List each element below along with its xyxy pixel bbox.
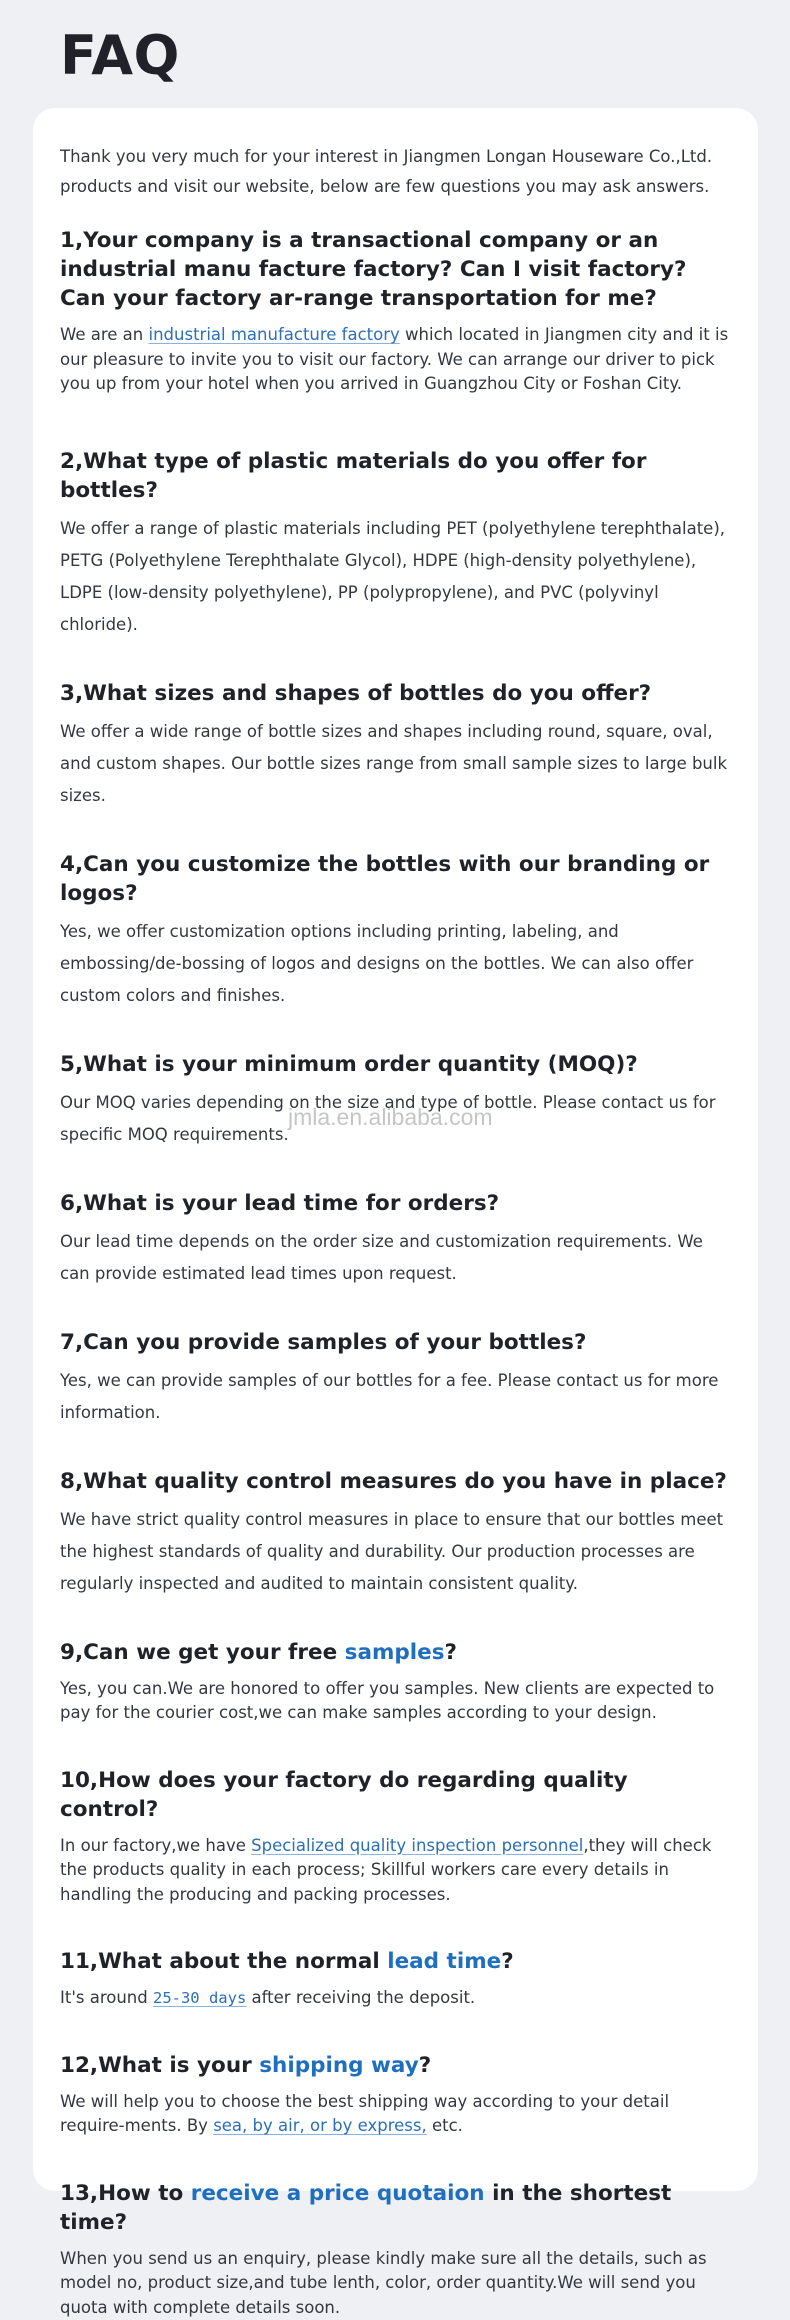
faq-question: 10,How does your factory do regarding quality control? <box>60 1766 731 1824</box>
faq-item-2 <box>60 447 731 641</box>
question-text: ? <box>501 1949 513 1974</box>
faq-question: 5,What is your minimum order quantity (MOQ)? <box>60 1050 731 1079</box>
question-text: 13,How to <box>60 2181 191 2206</box>
faq-card <box>33 108 758 2191</box>
faq-question <box>60 1638 731 1667</box>
answer-text: after receiving the deposit. <box>246 1988 475 2007</box>
answer-text: We will help you to choose the best shipping way according to your detail require-ments. By <box>60 2092 669 2136</box>
faq-question: 4,Can you customize the bottles with our branding or logos? <box>60 850 731 908</box>
faq-answer: We offer a range of plastic materials including PET (polyethylene terephthalate), PETG (Polyethylene Terephthalate Glycol), HDPE (high-density polyethylene), LDPE (low-density polyethylene), PP (polypropylene), and PVC (polyvinyl chloride). <box>60 513 731 641</box>
shipping-way-link[interactable]: shipping way <box>259 2053 419 2078</box>
faq-item-10 <box>60 1766 731 1908</box>
shipping-methods-link[interactable]: sea, by air, or by express, <box>213 2116 427 2135</box>
faq-item-5 <box>60 1050 731 1151</box>
faq-answer: Our lead time depends on the order size and customization requirements. We can provide estimated lead times upon request. <box>60 1226 731 1290</box>
faq-item-12 <box>60 2051 731 2139</box>
faq-item-1 <box>60 226 731 397</box>
faq-answer <box>60 1834 731 1908</box>
question-text: 12,What is your <box>60 2053 259 2078</box>
question-text: ? <box>419 2053 431 2078</box>
lead-time-link[interactable]: lead time <box>387 1949 501 1974</box>
faq-question <box>60 2051 731 2080</box>
faq-answer: We have strict quality control measures in place to ensure that our bottles meet the highest standards of quality and durability. Our production processes are regularly inspected and audited to maintain consistent quality. <box>60 1504 731 1600</box>
faq-answer: Yes, we can provide samples of our bottles for a fee. Please contact us for more information. <box>60 1365 731 1429</box>
faq-question: 8,What quality control measures do you have in place? <box>60 1467 731 1496</box>
faq-item-11 <box>60 1947 731 2011</box>
question-text: in the shortest time? <box>60 2181 671 2235</box>
faq-item-13 <box>60 2179 731 2320</box>
quality-inspection-link[interactable]: Specialized quality inspection personnel <box>251 1836 583 1855</box>
answer-text: ,they will check the products quality in each process; Skillful workers care every details in handling the producing and packing processes. <box>60 1836 711 1904</box>
price-quotation-link[interactable]: receive a price quotaion <box>191 2181 485 2206</box>
faq-question <box>60 2179 731 2237</box>
answer-text: In our factory,we have <box>60 1836 251 1855</box>
question-text: ? <box>445 1640 457 1665</box>
faq-answer <box>60 1986 731 2011</box>
page-title: FAQ <box>60 22 180 90</box>
faq-answer <box>60 323 731 397</box>
intro-text: Thank you very much for your interest in Jiangmen Longan Houseware Co.,Ltd. products and visit our website, below are few questions you may ask answers. <box>60 142 731 202</box>
faq-item-7 <box>60 1328 731 1429</box>
watermark: jmla.en.alibaba.com <box>288 1104 493 1131</box>
answer-text: It's around <box>60 1988 153 2007</box>
question-text: 11,What about the normal <box>60 1949 387 1974</box>
faq-question: 6,What is your lead time for orders? <box>60 1189 731 1218</box>
faq-answer: Yes, you can.We are honored to offer you samples. New clients are expected to pay for the courier cost,we can make samples according to your design. <box>60 1677 731 1726</box>
faq-question: 2,What type of plastic materials do you offer for bottles? <box>60 447 731 505</box>
faq-answer: When you send us an enquiry, please kindly make sure all the details, such as model no, product size,and tube lenth, color, order quantity.We will send you quota with complete details soon. <box>60 2247 731 2320</box>
faq-item-9 <box>60 1638 731 1726</box>
faq-item-4 <box>60 850 731 1012</box>
faq-question: 1,Your company is a transactional company or an industrial manu facture factory? Can I visit factory? Can your factory ar-range transportation for me? <box>60 226 731 313</box>
faq-question: 7,Can you provide samples of your bottles? <box>60 1328 731 1357</box>
faq-answer <box>60 2090 731 2139</box>
faq-answer: We offer a wide range of bottle sizes and shapes including round, square, oval, and custom shapes. Our bottle sizes range from small sample sizes to large bulk sizes. <box>60 716 731 812</box>
industrial-factory-link[interactable]: industrial manufacture factory <box>149 325 400 344</box>
faq-question: 3,What sizes and shapes of bottles do you offer? <box>60 679 731 708</box>
answer-text: We are an <box>60 325 149 344</box>
faq-question <box>60 1947 731 1976</box>
faq-answer: Our MOQ varies depending on the size and type of bottle. Please contact us for specific MOQ requirements. <box>60 1087 731 1151</box>
faq-item-8 <box>60 1467 731 1600</box>
faq-item-3 <box>60 679 731 812</box>
question-text: 9,Can we get your free <box>60 1640 345 1665</box>
faq-item-6 <box>60 1189 731 1290</box>
samples-link[interactable]: samples <box>345 1640 445 1665</box>
lead-days-link[interactable]: 25-30 days <box>153 1989 246 2007</box>
answer-text: etc. <box>427 2116 463 2135</box>
faq-answer: Yes, we offer customization options including printing, labeling, and embossing/de-bossing of logos and designs on the bottles. We can also offer custom colors and finishes. <box>60 916 731 1012</box>
answer-text: which located in Jiangmen city and it is our pleasure to invite you to visit our factory. We can arrange our driver to pick you up from your hotel when you arrived in Guangzhou City or Foshan City. <box>60 325 728 393</box>
